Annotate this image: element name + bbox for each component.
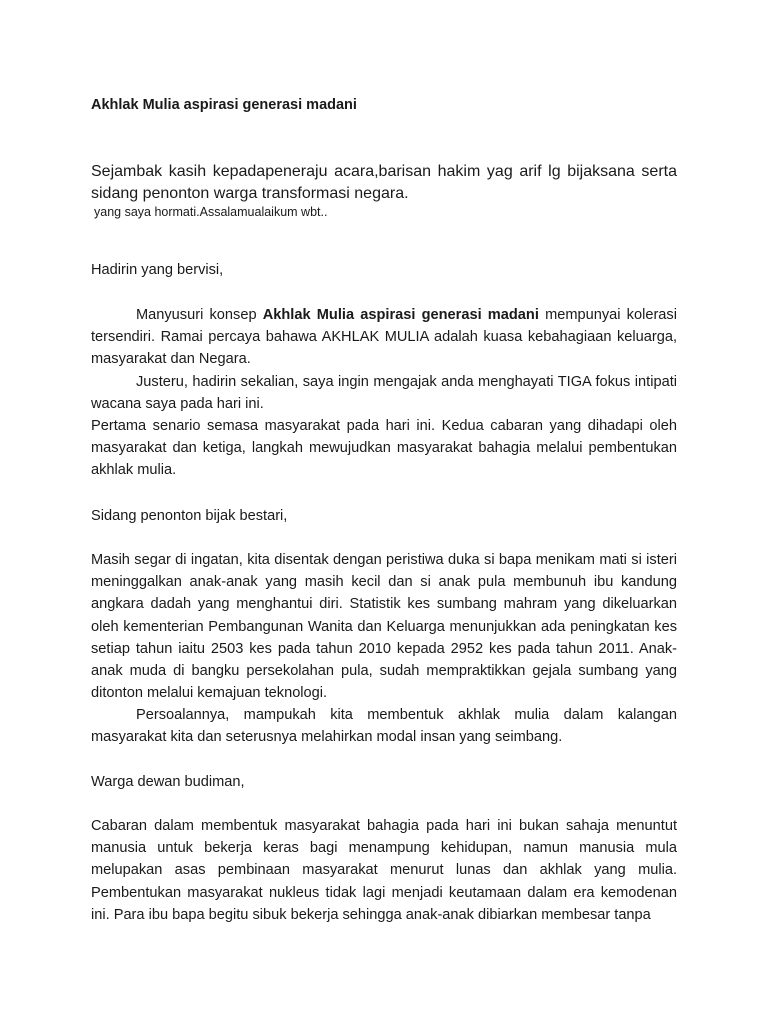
paragraph-question: Persoalannya, mampukah kita membentuk akhlak mulia dalam kalangan masyarakat kita dan seterusnya melahirkan modal insan yang seimbang. [91,707,677,746]
paragraph-three-points: Pertama senario semasa masyarakat pada hari ini. Kedua cabaran yang dihadapi oleh masyarakat dan ketiga, langkah mewujudkan masyarakat bahagia melalui pembentukan akhlak mulia. [91,418,677,479]
paragraph-concept-bold-title: Akhlak Mulia aspirasi generasi madani [262,307,539,323]
salutation-sidang: Sidang penonton bijak bestari, [91,508,288,524]
salutation-warga: Warga dewan budiman, [91,774,245,790]
paragraph-concept-prefix: Manyusuri konsep [136,307,263,323]
paragraph-statistics: Masih segar di ingatan, kita disentak dengan peristiwa duka si bapa menikam mati si isteri meninggalkan anak-anak yang masih kecil dan si anak pula membunuh ibu kandung angkara dadah yang menghantui diri. Statistik kes sumbang mahram yang dikeluarkan oleh kementerian Pembangunan Wanita dan Keluarga menunjukkan ada peningkatan kes setiap tahun iaitu 2503 kes pada tahun 2010 kepada 2952 kes pada tahun 2011. Anak-anak muda di bangku persekolahan pula, sudah mempraktikkan gejala sumbang yang ditonton melalui kemajuan teknologi. [91,552,677,702]
paragraph-challenges: Cabaran dalam membentuk masyarakat bahagia pada hari ini bukan sahaja menuntut manusia untuk bekerja keras bagi menampung kehidupan, namun manusia mula melupakan asas pembinaan masyarakat menurut lunas dan akhlak yang mulia. Pembentukan masyarakat nukleus tidak lagi menjadi keutamaan dalam era kemodenan ini. Para ibu bapa begitu sibuk bekerja sehingga anak-anak dibiarkan membesar tanpa [91,818,677,923]
paragraph-concept-suffix: mempunyai kolerasi tersendiri. Ramai percaya bahawa AKHLAK MULIA adalah kuasa kebahagiaan keluarga, masyarakat dan Negara. [91,307,677,368]
document-title: Akhlak Mulia aspirasi generasi madani [91,97,357,113]
paragraph-concept [91,304,677,371]
paragraph-focus: Justeru, hadirin sekalian, saya ingin mengajak anda menghayati TIGA fokus intipati wacana saya pada hari ini. [91,374,677,413]
greeting-paragraph: Sejambak kasih kepadapeneraju acara,barisan hakim yag arif lg bijaksana serta sidang penonton warga transformasi negara. [91,163,677,202]
greeting-small-text: yang saya hormati.Assalamualaikum wbt.. [94,205,328,219]
salutation-hadirin: Hadirin yang bervisi, [91,262,224,278]
